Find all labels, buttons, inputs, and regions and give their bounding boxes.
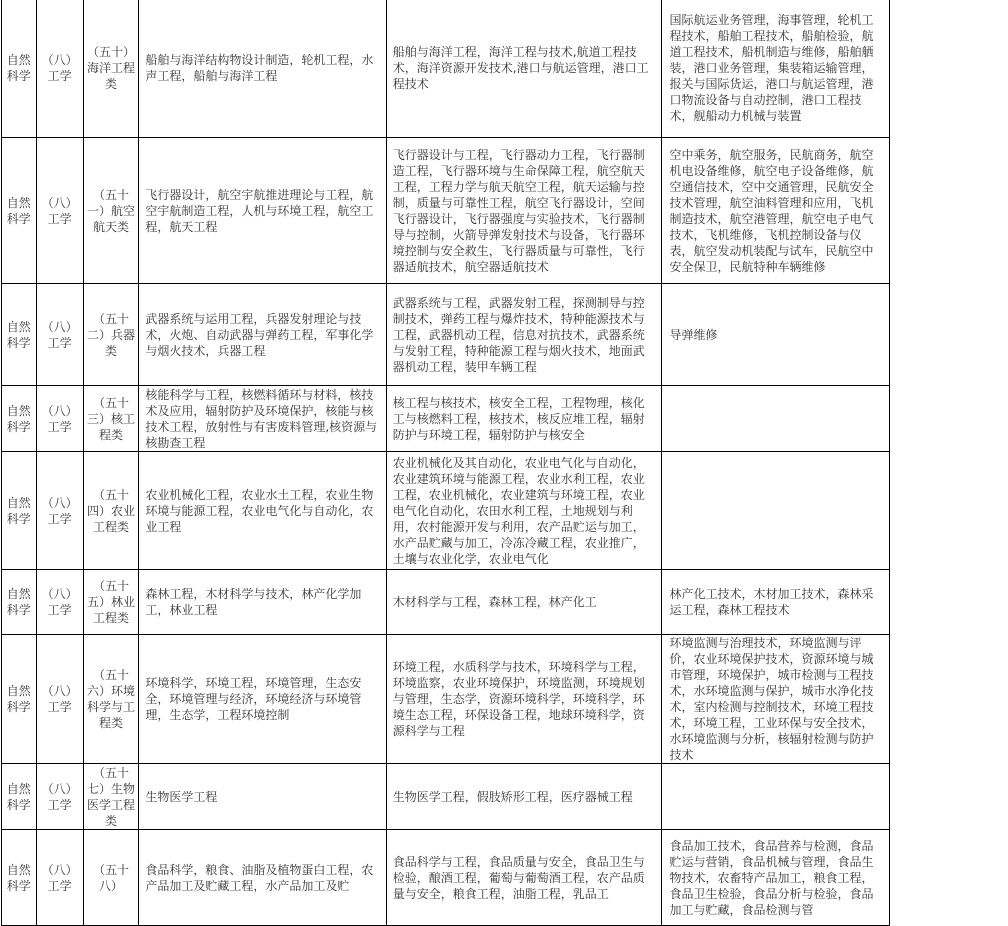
vocational-majors-cell: 国际航运业务管理，海事管理，轮机工程技术，船舶工程技术，船舶检验，航道工程技术，船机制造与维修，船舶舾装，港口业务管理，集装箱运输管理，报关与国际货运，港口与航运管理，港口物流设备与自动控制，港口工程技术，舰船动力机械与装置 [662,0,890,138]
discipline-cell: （八）工学 [36,0,83,138]
table-row [2,386,890,452]
discipline-cell: （八）工学 [36,386,83,452]
subclass-cell: （五十六）环境科学与工程类 [83,635,139,764]
undergrad-majors-cell: 食品科学，粮食、油脂及植物蛋白工程，农产品加工及贮藏工程，水产品加工及贮 [139,830,386,926]
undergrad-majors-cell: 核能科学与工程，核燃料循环与材料，核技术及应用，辐射防护及环境保护，核能与核技术工程，放射性与有害废料管理,核资源与核勘查工程 [139,386,386,452]
junior-majors-cell: 食品科学与工程，食品质量与安全，食品卫生与检验，酿酒工程，葡萄与葡萄酒工程，农产品质量与安全，粮食工程，油脂工程，乳品工 [386,830,662,926]
subclass-cell: （五十四）农业工程类 [83,452,139,570]
table-row [2,452,890,570]
category-cell: 自然科学 [2,830,37,926]
undergrad-majors-cell: 森林工程，木材科学与技术，林产化学加工，林业工程 [139,570,386,635]
subclass-cell: （五十八） [83,830,139,926]
discipline-cell: （八）工学 [36,284,83,386]
table-row [2,764,890,830]
vocational-majors-cell: 导弹维修 [662,284,890,386]
undergrad-majors-cell: 武器系统与运用工程，兵器发射理论与技术，火炮、自动武器与弹药工程，军事化学与烟火技术，兵器工程 [139,284,386,386]
discipline-cell: （八）工学 [36,830,83,926]
vocational-majors-cell [662,386,890,452]
category-cell: 自然科学 [2,570,37,635]
junior-majors-cell: 船舶与海洋工程，海洋工程与技术,航道工程技术，海洋资源开发技术,港口与航运管理，港口工程技术 [386,0,662,138]
vocational-majors-cell [662,452,890,570]
table-row [2,830,890,926]
junior-majors-cell: 木材科学与工程，森林工程，林产化工 [386,570,662,635]
junior-majors-cell: 核工程与核技术，核安全工程，工程物理，核化工与核燃料工程，核技术，核反应堆工程，辐射防护与环境工程，辐射防护与核安全 [386,386,662,452]
discipline-cell: （八）工学 [36,764,83,830]
junior-majors-cell: 武器系统与工程，武器发射工程，探测制导与控制技术，弹药工程与爆炸技术，特种能源技术与工程，武器机动工程，信息对抗技术，武器系统与发射工程，特种能源工程与烟火技术，地面武器机动工程，装甲车辆工程 [386,284,662,386]
category-cell: 自然科学 [2,386,37,452]
junior-majors-cell: 农业机械化及其自动化，农业电气化与自动化，农业建筑环境与能源工程，农业水利工程，农业工程，农业机械化，农业建筑与环境工程，农业电气化自动化，农田水利工程，土地规划与利用，农村能源开发与利用，农产品贮运与加工，水产品贮藏与加工，冷冻冷藏工程，农业推广，土壤与农业化学，农业电气化 [386,452,662,570]
undergrad-majors-cell: 农业机械化工程，农业水土工程，农业生物环境与能源工程，农业电气化与自动化，农业工程 [139,452,386,570]
discipline-cell: （八）工学 [36,570,83,635]
discipline-cell: （八）工学 [36,138,83,284]
category-cell: 自然科学 [2,0,37,138]
subclass-cell: （五十七）生物医学工程类 [83,764,139,830]
vocational-majors-cell [662,764,890,830]
discipline-cell: （八）工学 [36,635,83,764]
undergrad-majors-cell: 生物医学工程 [139,764,386,830]
table-row [2,635,890,764]
table-row [2,284,890,386]
category-cell: 自然科学 [2,284,37,386]
subclass-cell: （五十二）兵器类 [83,284,139,386]
specialty-catalog-table [1,0,890,926]
table-row [2,570,890,635]
vocational-majors-cell: 食品加工技术，食品营养与检测，食品贮运与营销，食品机械与管理，食品生物技术，农畜特产品加工，粮食工程，食品卫生检验，食品分析与检验，食品加工与贮藏，食品检测与管 [662,830,890,926]
undergrad-majors-cell: 环境科学，环境工程，环境管理，生态安全，环境管理与经济，环境经济与环境管理，生态学，工程环境控制 [139,635,386,764]
table-row [2,0,890,138]
subclass-cell: （五十五）林业工程类 [83,570,139,635]
undergrad-majors-cell: 飞行器设计，航空宇航推进理论与工程，航空宇航制造工程，人机与环境工程，航空工程，航天工程 [139,138,386,284]
subclass-cell: （五十三）核工程类 [83,386,139,452]
discipline-cell: （八）工学 [36,452,83,570]
subclass-cell: （五十一）航空航天类 [83,138,139,284]
undergrad-majors-cell: 船舶与海洋结构物设计制造，轮机工程，水声工程，船舶与海洋工程 [139,0,386,138]
category-cell: 自然科学 [2,452,37,570]
category-cell: 自然科学 [2,635,37,764]
category-cell: 自然科学 [2,138,37,284]
vocational-majors-cell: 林产化工技术，木材加工技术，森林采运工程，森林工程技术 [662,570,890,635]
subclass-cell: （五十）海洋工程类 [83,0,139,138]
table-row [2,138,890,284]
vocational-majors-cell: 环境监测与治理技术，环境监测与评价，农业环境保护技术，资源环境与城市管理，环境保护，城市检测与工程技术，水环境监测与保护，城市水净化技术，室内检测与控制技术，环境工程技术，环境工程，工业环保与安全技术，水环境监测与分析，核辐射检测与防护技术 [662,635,890,764]
junior-majors-cell: 环境工程，水质科学与技术，环境科学与工程，环境监察，农业环境保护，环境监测，环境规划与管理，生态学，资源环境科学，环境科学，环境生态工程，环保设备工程，地球环境科学，资源科学与工程 [386,635,662,764]
junior-majors-cell: 生物医学工程，假肢矫形工程，医疗器械工程 [386,764,662,830]
category-cell: 自然科学 [2,764,37,830]
vocational-majors-cell: 空中乘务，航空服务，民航商务，航空机电设备维修，航空电子设备维修，航空通信技术，空中交通管理，民航安全技术管理，航空油料管理和应用，飞机制造技术，航空港管理，航空电子电气技术，飞机维修，飞机控制设备与仪表，航空发动机装配与试车，民航空中安全保卫，民航特种车辆维修 [662,138,890,284]
junior-majors-cell: 飞行器设计与工程，飞行器动力工程，飞行器制造工程，飞行器环境与生命保障工程，航空航天工程，工程力学与航天航空工程，航天运输与控制，质量与可靠性工程，航空飞行器设计，空间飞行器设计，飞行器强度与实验技术，飞行器制导与控制，火箭导弹发射技术与设备，飞行器环境控制与安全救生，飞行器质量与可靠性，飞行器适航技术，航空器适航技术 [386,138,662,284]
